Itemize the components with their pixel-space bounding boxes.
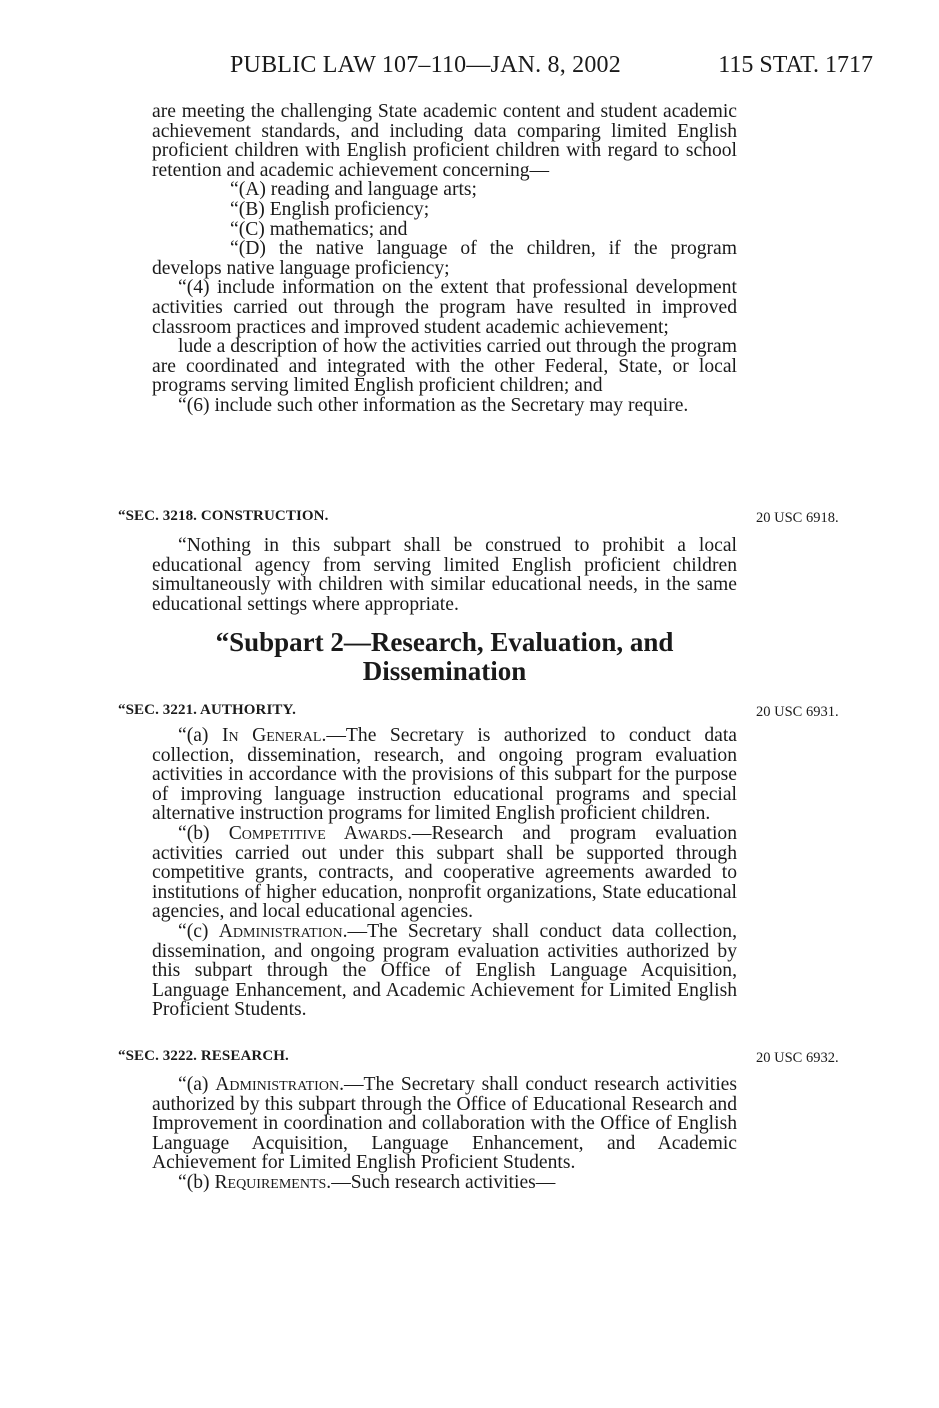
subsection-label: “(a) <box>178 725 222 746</box>
section-3221-body <box>152 726 737 1020</box>
section-3222-heading: “SEC. 3222. RESEARCH. <box>118 1048 289 1064</box>
subsection-text: .—The Secretary is authorized to conduct data collection, dissemination, research, and ongoing program evaluation activities in accordance with the provisions of this subpart for the purpose of improving language instruction educational programs and special alternative instruction programs for limited English proficient children. <box>152 725 737 825</box>
subsection-text: .—Such research activities— <box>326 1171 556 1193</box>
section-3218-margin-note: 20 USC 6918. <box>756 510 839 526</box>
item-d: “(D) the native language of the children, if the program develops native language proficiency; <box>152 238 737 279</box>
item-6: “(6) include such other information as the Secretary may require. <box>178 394 689 416</box>
subsection-label: “(b) <box>178 822 229 844</box>
continuation-block <box>152 102 737 416</box>
subsection-text: .—The Secretary shall conduct data collection, dissemination, and ongoing program evaluation activities authorized by this subpart through the Office of English Language Acquisition, Language Enhancement, and Academic Achievement for Limited English Proficient Students. <box>152 920 737 1021</box>
page-header <box>0 52 939 82</box>
subsection-label: “(a) <box>178 1074 216 1095</box>
item-5: lude a description of how the activities carried out through the program are coordinated and integrated with the other Federal, State, or local programs serving limited English proficient children; and <box>152 336 737 397</box>
subpart-heading <box>152 628 737 686</box>
running-title: PUBLIC LAW 107–110—JAN. 8, 2002 <box>230 52 621 78</box>
section-3221-subsection-c <box>152 922 737 1020</box>
section-3218-body <box>152 536 737 614</box>
section-3222-subsection-a <box>152 1075 737 1173</box>
section-3222-subsection-b <box>152 1173 737 1193</box>
item-a: “(A) reading and language arts; <box>230 179 477 201</box>
subpart-heading-line2: Dissemination <box>362 656 527 686</box>
subsection-caption: Administration <box>215 1074 340 1095</box>
subsection-caption: Administration <box>218 920 343 942</box>
subsection-caption: Competitive Awards <box>228 822 407 844</box>
section-3218-text: “Nothing in this subpart shall be construed to prohibit a local educational agency from serving limited English proficient children simultaneously with children with similar educational needs, in the same educational settings where appropriate. <box>152 535 737 615</box>
section-3221-heading: “SEC. 3221. AUTHORITY. <box>118 702 296 718</box>
subsection-text: .—Research and program evaluation activities carried out under this subpart shall be supported through competitive grants, contracts, and cooperative agreements awarded to institutions of higher education, nonprofit organizations, State educational agencies, and local educational agencies. <box>152 822 737 923</box>
continuation-paragraph: are meeting the challenging State academic content and student academic achievement standards, and including data comparing limited English proficient children with English proficient children with regard to school retention and academic achievement concerning— <box>152 101 737 181</box>
subsection-caption: In General <box>221 725 322 746</box>
item-b: “(B) English proficiency; <box>230 198 430 220</box>
section-3221-subsection-b <box>152 824 737 922</box>
section-3222-body <box>152 1075 737 1193</box>
stat-page-number: 115 STAT. 1717 <box>718 52 873 78</box>
subsection-text: .—The Secretary shall conduct research activities authorized by this subpart through the Office of Educational Research and Improvement in coordination and collaboration with the Office of English Language Acquisition, Language Enhancement, and Academic Achievement for Limited English Proficient Students. <box>152 1074 737 1174</box>
subsection-label: “(b) <box>178 1171 215 1193</box>
subpart-heading-line1: “Subpart 2—Research, Evaluation, and <box>215 627 674 657</box>
subsection-label: “(c) <box>178 920 219 942</box>
item-4: “(4) include information on the extent that professional development activities carried out through the program have resulted in improved classroom practices and improved student academic achievement; <box>152 277 737 338</box>
section-3218-heading: “SEC. 3218. CONSTRUCTION. <box>118 508 329 524</box>
item-c: “(C) mathematics; and <box>230 218 408 240</box>
subsection-caption: Requirements <box>214 1171 327 1193</box>
section-3221-subsection-a <box>152 726 737 824</box>
section-3221-margin-note: 20 USC 6931. <box>756 704 839 720</box>
section-3222-margin-note: 20 USC 6932. <box>756 1050 839 1066</box>
